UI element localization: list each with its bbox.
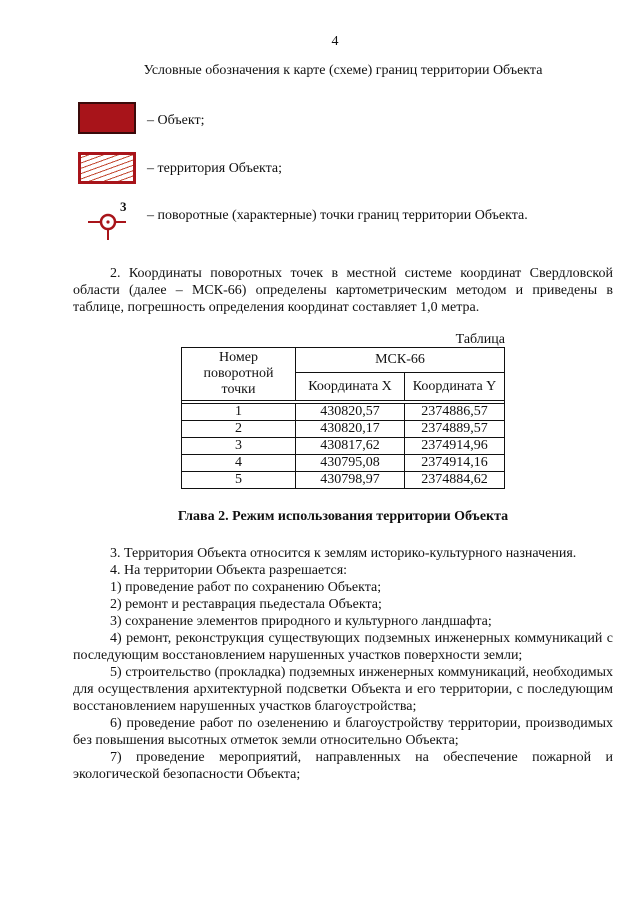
turning-point-marker-icon	[86, 200, 136, 242]
table-row	[182, 472, 505, 489]
cell-coord-y: 2374914,96	[405, 438, 505, 455]
turning-point-number: 3	[120, 200, 127, 214]
body-paragraph: 4) ремонт, реконструкция существующих подземных инженерных коммуникаций с последующим восстановлением нарушенных участков поверхности земли;	[73, 631, 613, 663]
body-paragraph: 1) проведение работ по сохранению Объекта;	[110, 580, 382, 595]
body-paragraph: 3) сохранение элементов природного и культурного ландшафта;	[110, 614, 492, 629]
body-paragraph: 2) ремонт и реставрация пьедестала Объекта;	[110, 597, 382, 612]
cell-coord-y: 2374914,16	[405, 455, 505, 472]
body-paragraph: 4. На территории Объекта разрешается:	[110, 563, 348, 578]
chapter-body	[73, 545, 613, 783]
legend-label-turning-points: – поворотные (характерные) точки границ территории Объекта.	[147, 208, 528, 223]
cell-point-number: 4	[182, 455, 296, 472]
cell-point-number: 2	[182, 421, 296, 438]
body-paragraph: 3. Территория Объекта относится к землям историко-культурного назначения.	[110, 546, 577, 561]
table-caption: Таблица	[455, 332, 505, 347]
body-paragraph: 5) строительство (прокладка) подземных инженерных коммуникаций, необходимых для осуществления архитектурной подсветки Объекта и его территории, с последующим восстановлением нарушенных участков благоустройства;	[73, 665, 613, 714]
cell-point-number: 1	[182, 404, 296, 421]
table-row	[182, 421, 505, 438]
cell-coord-x: 430798,97	[296, 472, 405, 489]
cell-coord-y: 2374889,57	[405, 421, 505, 438]
header-point-number: Номер поворотной точки	[182, 348, 296, 401]
coordinates-table-body	[182, 404, 505, 489]
cell-coord-x: 430795,08	[296, 455, 405, 472]
page-number: 4	[331, 34, 339, 49]
table-row	[182, 404, 505, 421]
legend-label-territory: – территория Объекта;	[147, 161, 283, 176]
legend-label-object: – Объект;	[147, 113, 205, 128]
cell-coord-y: 2374884,62	[405, 472, 505, 489]
paragraph-2-text: 2. Координаты поворотных точек в местной системе координат Свердловской области (далее – МСК-66) определены картометрическим методом и приведены в таблице, погрешность определения координат составляет 1,0 метра.	[73, 266, 613, 315]
object-fill-swatch	[78, 102, 136, 134]
header-coord-x: Координата X	[296, 373, 405, 401]
body-paragraph: 6) проведение работ по озеленению и благоустройству территории, производимых без повышения высотных отметок земли относительно Объекта;	[73, 716, 613, 748]
territory-hatch-swatch	[78, 152, 136, 184]
table-row	[182, 455, 505, 472]
header-coord-y: Координата Y	[405, 373, 505, 401]
cell-coord-y: 2374886,57	[405, 404, 505, 421]
cell-point-number: 5	[182, 472, 296, 489]
cell-coord-x: 430817,62	[296, 438, 405, 455]
cell-coord-x: 430820,17	[296, 421, 405, 438]
table-row	[182, 438, 505, 455]
cell-point-number: 3	[182, 438, 296, 455]
header-msk66: МСК-66	[296, 348, 505, 373]
legend-title: Условные обозначения к карте (схеме) границ территории Объекта	[143, 63, 543, 78]
paragraph-coordinates-intro	[73, 265, 613, 316]
cell-coord-x: 430820,57	[296, 404, 405, 421]
coordinates-table	[181, 347, 505, 489]
chapter-title: Глава 2. Режим использования территории Объекта	[177, 509, 509, 524]
body-paragraph: 7) проведение мероприятий, направленных на обеспечение пожарной и экологической безопасности Объекта;	[73, 750, 613, 782]
